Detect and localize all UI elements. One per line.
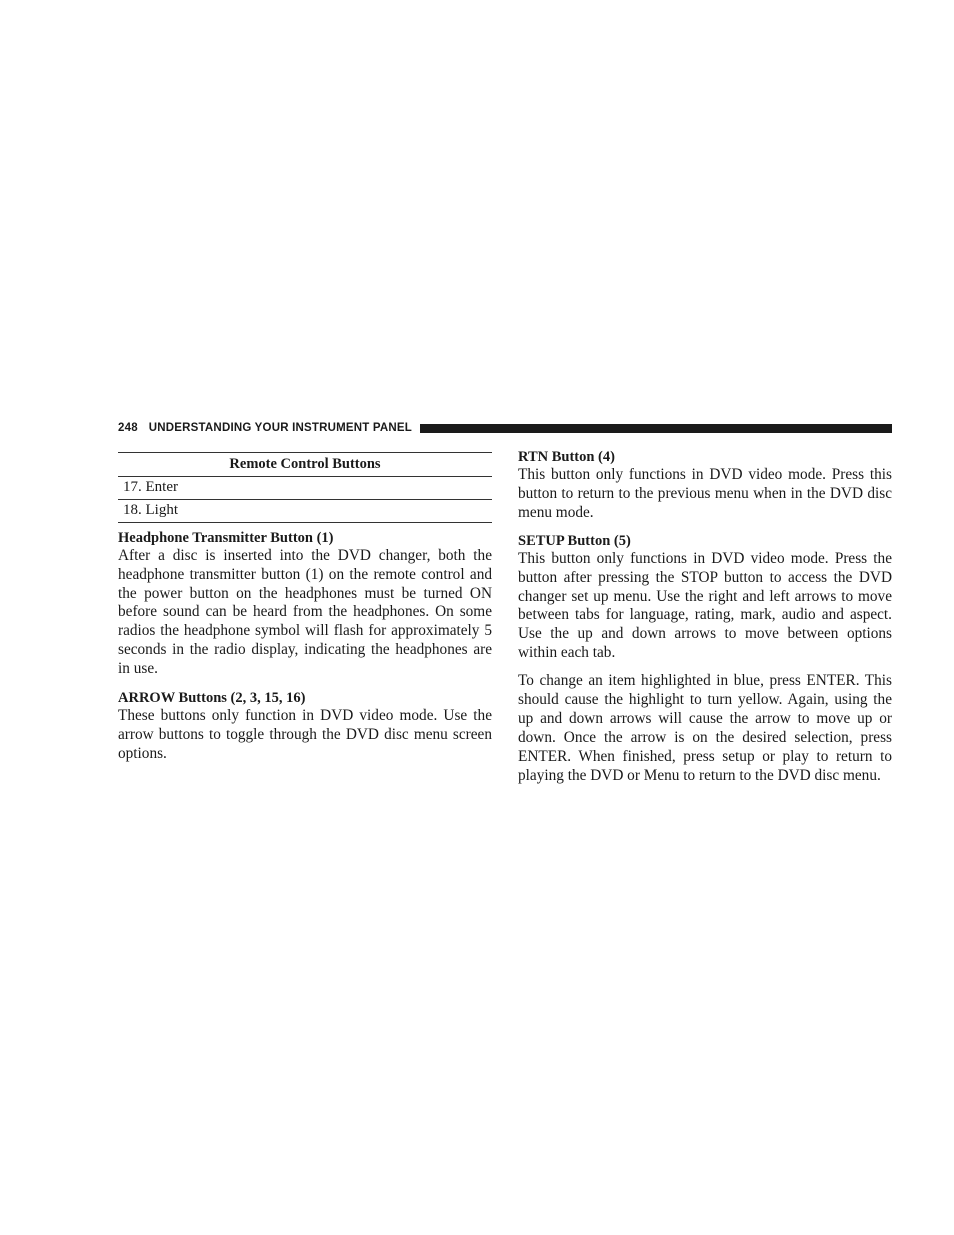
section-body: This button only functions in DVD video mode. Press this button to return to the previous menu when in the DVD disc menu mode. <box>518 466 892 521</box>
section-body: These buttons only function in DVD video mode. Use the arrow buttons to toggle through the DVD disc menu screen options. <box>118 707 492 762</box>
table-cell: 18. Light <box>118 499 492 522</box>
section-heading: Headphone Transmitter Button (1) <box>118 529 334 546</box>
section-setup-button <box>518 532 892 786</box>
page-number: 248 <box>118 422 138 434</box>
section-heading: RTN Button (4) <box>518 449 615 465</box>
section-heading: ARROW Buttons (2, 3, 15, 16) <box>118 690 306 707</box>
section-arrow-buttons <box>118 689 492 764</box>
section-heading: SETUP Button (5) <box>518 532 631 549</box>
chapter-title: UNDERSTANDING YOUR INSTRUMENT PANEL <box>148 422 412 434</box>
table-cell: 17. Enter <box>118 476 492 499</box>
left-column <box>118 448 492 764</box>
section-body: After a disc is inserted into the DVD changer, both the headphone transmitter button (1) on the remote control and the power button on the headphones must be turned ON before sound can be heard from the headphones. On some radios the headphone symbol will flash for approximately 5 seconds in the radio display, indicating the headphones are in use. <box>118 546 492 678</box>
remote-control-buttons-table <box>118 452 492 523</box>
section-body-continued: To change an item highlighted in blue, press ENTER. This should cause the highlight to turn yellow. Again, using the up and down arrows will cause the arrow to move up or down. Once the arrow is on the desired selection, press ENTER. When finished, press setup or play to return to playing the DVD or Menu to return to the DVD disc menu. <box>518 672 892 784</box>
table-row <box>118 499 492 522</box>
table-header-row <box>118 453 492 477</box>
right-column <box>518 448 892 786</box>
section-body: This button only functions in DVD video mode. Press the button after pressing the STOP button to access the DVD changer set up menu. Use the right and left arrows to move between tabs for language, rating, mark, audio and aspect. Use the up and down arrows to move between options within each tab. <box>518 549 892 662</box>
section-headphone-transmitter <box>118 529 492 679</box>
table-row <box>118 476 492 499</box>
table-heading: Remote Control Buttons <box>118 453 492 477</box>
section-rtn-button <box>518 448 892 523</box>
header-rule <box>420 424 892 433</box>
page-header <box>118 420 892 436</box>
